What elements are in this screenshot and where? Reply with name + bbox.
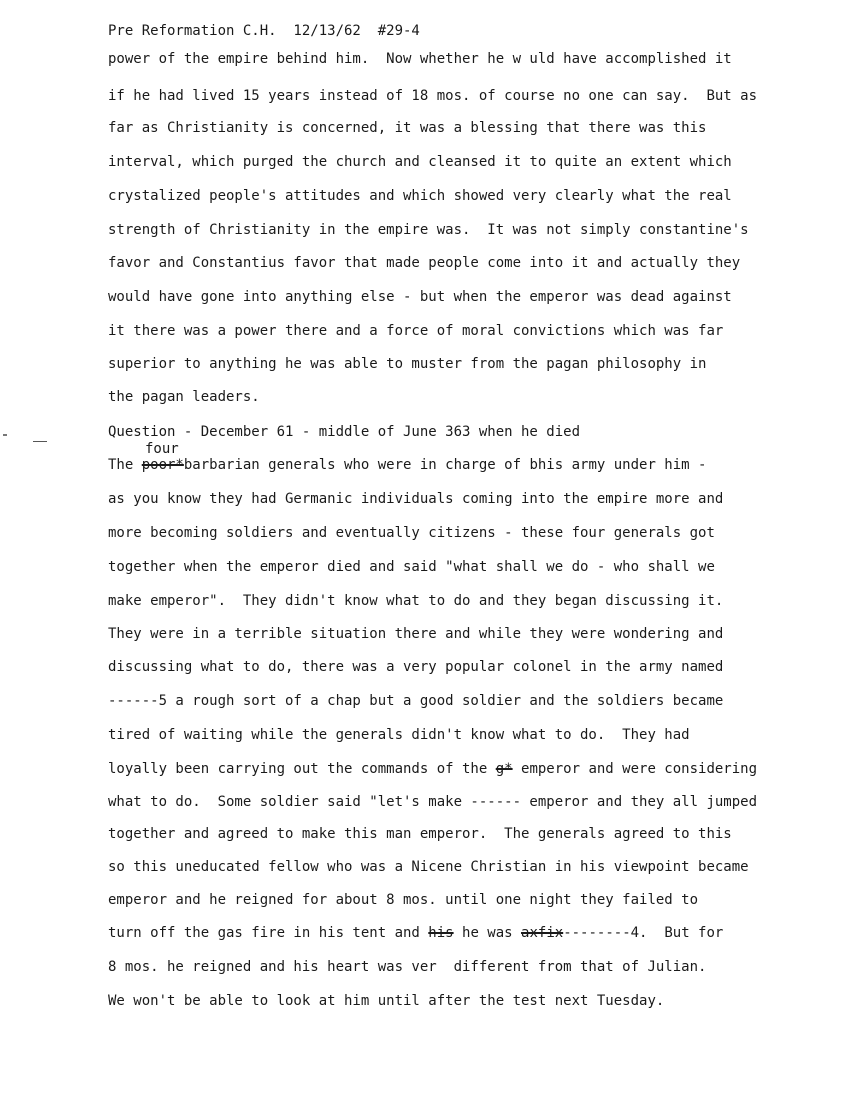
text-line-8: would have gone into anything else - but when the emperor was dead against [108,289,732,305]
struck-word: poor* [141,457,184,473]
text-line-5: crystalized people's attitudes and which showed very clearly what the real [108,188,732,204]
text-line-28: 8 mos. he reigned and his heart was ver different from that of Julian. [108,959,707,975]
text-line-9: it there was a power there and a force of moral convictions which was far [108,323,724,339]
text-line-7: favor and Constantius favor that made people come into it and actually they [108,255,741,271]
page-header: Pre Reformation C.H. 12/13/62 #29-4 [108,23,420,39]
text-line-22 [108,760,757,778]
text-line-25: so this uneducated fellow who was a Nicene Christian in his viewpoint became [108,859,749,875]
interlinear-insert: four [145,441,179,457]
struck-word: axfix [521,925,564,941]
text-line-27-middle: he was [453,925,522,941]
text-line-22-end: emperor and were considering [512,761,758,777]
text-line-22-start: loyally been carrying out the commands of the [108,761,496,777]
text-line-4: interval, which purged the church and cleansed it to quite an extent which [108,154,732,170]
text-line-13 [108,456,706,474]
text-line-17: make emperor". They didn't know what to do and they began discussing it. [108,593,724,609]
text-line-18: They were in a terrible situation there and while they were wondering and [108,626,724,642]
question-line: Question - December 61 - middle of June 363 when he died [108,424,581,440]
text-line-13-start: The [108,457,142,473]
text-line-1: power of the empire behind him. Now whether he w uld have accomplished it [108,51,732,67]
text-line-23: what to do. Some soldier said "let's make ------ emperor and they all jumped [108,794,758,810]
edge-mark [3,434,7,436]
text-line-10: superior to anything he was able to muster from the pagan philosophy in [108,356,707,372]
text-line-27 [108,924,723,942]
text-line-27-end: --------4. But for [563,925,724,941]
text-line-19: discussing what to do, there was a very popular colonel in the army named [108,659,724,675]
struck-word: his [428,925,454,941]
text-line-3: far as Christianity is concerned, it was a blessing that there was this [108,120,707,136]
margin-mark [33,441,47,442]
text-line-15: more becoming soldiers and eventually citizens - these four generals got [108,525,715,541]
text-line-11: the pagan leaders. [108,389,260,405]
text-line-13-end: barbarian generals who were in charge of bhis army under him - [183,457,707,473]
struck-word: g* [495,761,513,777]
text-line-21: tired of waiting while the generals didn't know what to do. They had [108,727,690,743]
text-line-24: together and agreed to make this man emperor. The generals agreed to this [108,826,732,842]
text-line-2: if he had lived 15 years instead of 18 mos. of course no one can say. But as [108,88,758,104]
text-line-20: ------5 a rough sort of a chap but a good soldier and the soldiers became [108,693,724,709]
text-line-14: as you know they had Germanic individuals coming into the empire more and [108,491,724,507]
text-line-6: strength of Christianity in the empire was. It was not simply constantine's [108,222,749,238]
text-line-27-start: turn off the gas fire in his tent and [108,925,429,941]
text-line-16: together when the emperor died and said "what shall we do - who shall we [108,559,715,575]
text-line-29: We won't be able to look at him until after the test next Tuesday. [108,993,665,1009]
text-line-26: emperor and he reigned for about 8 mos. until one night they failed to [108,892,699,908]
